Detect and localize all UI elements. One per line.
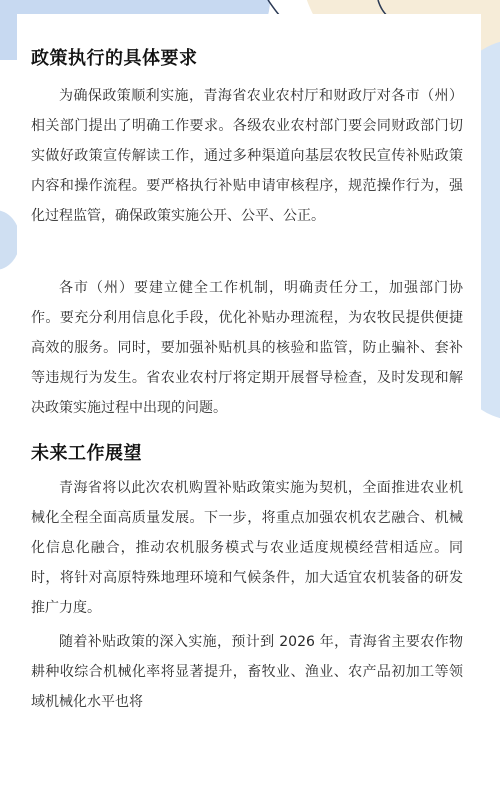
paragraph: 各市（州）要建立健全工作机制，明确责任分工，加强部门协作。要充分利用信息化手段，优化补贴办理流程，为农牧民提供便捷高效的服务。同时，要加强补贴机具的核验和监管，防止骗补、套补等违规行为发生。省农业农村厅将定期开展督导检查，及时发现和解决政策实施过程中出现的问题。 bbox=[31, 280, 463, 416]
paragraph: 随着补贴政策的深入实施，预计到 2026 年，青海省主要农作物耕种收综合机械化率将显著提升，畜牧业、渔业、农产品初加工等领域机械化水平也将 bbox=[31, 634, 463, 710]
section-heading: 政策执行的具体要求 bbox=[31, 48, 198, 69]
paragraph: 为确保政策顺利实施，青海省农业农村厅和财政厅对各市（州）相关部门提出了明确工作要求。各级农业农村部门要会同财政部门切实做好政策宣传解读工作，通过多种渠道向基层农牧民宣传补贴政策内容和操作流程。要严格执行补贴申请审核程序，规范操作行为，强化过程监管，确保政策实施公开、公平、公正。 bbox=[31, 88, 463, 224]
article-card bbox=[17, 14, 481, 786]
paragraph: 青海省将以此次农机购置补贴政策实施为契机，全面推进农业机械化全程全面高质量发展。下一步，将重点加强农机农艺融合、机械化信息化融合，推动农机服务模式与农业适度规模经营相适应。同时，将针对高原特殊地理环境和气候条件，加大适宜农机装备的研发推广力度。 bbox=[31, 480, 463, 616]
section-heading: 未来工作展望 bbox=[31, 443, 142, 464]
